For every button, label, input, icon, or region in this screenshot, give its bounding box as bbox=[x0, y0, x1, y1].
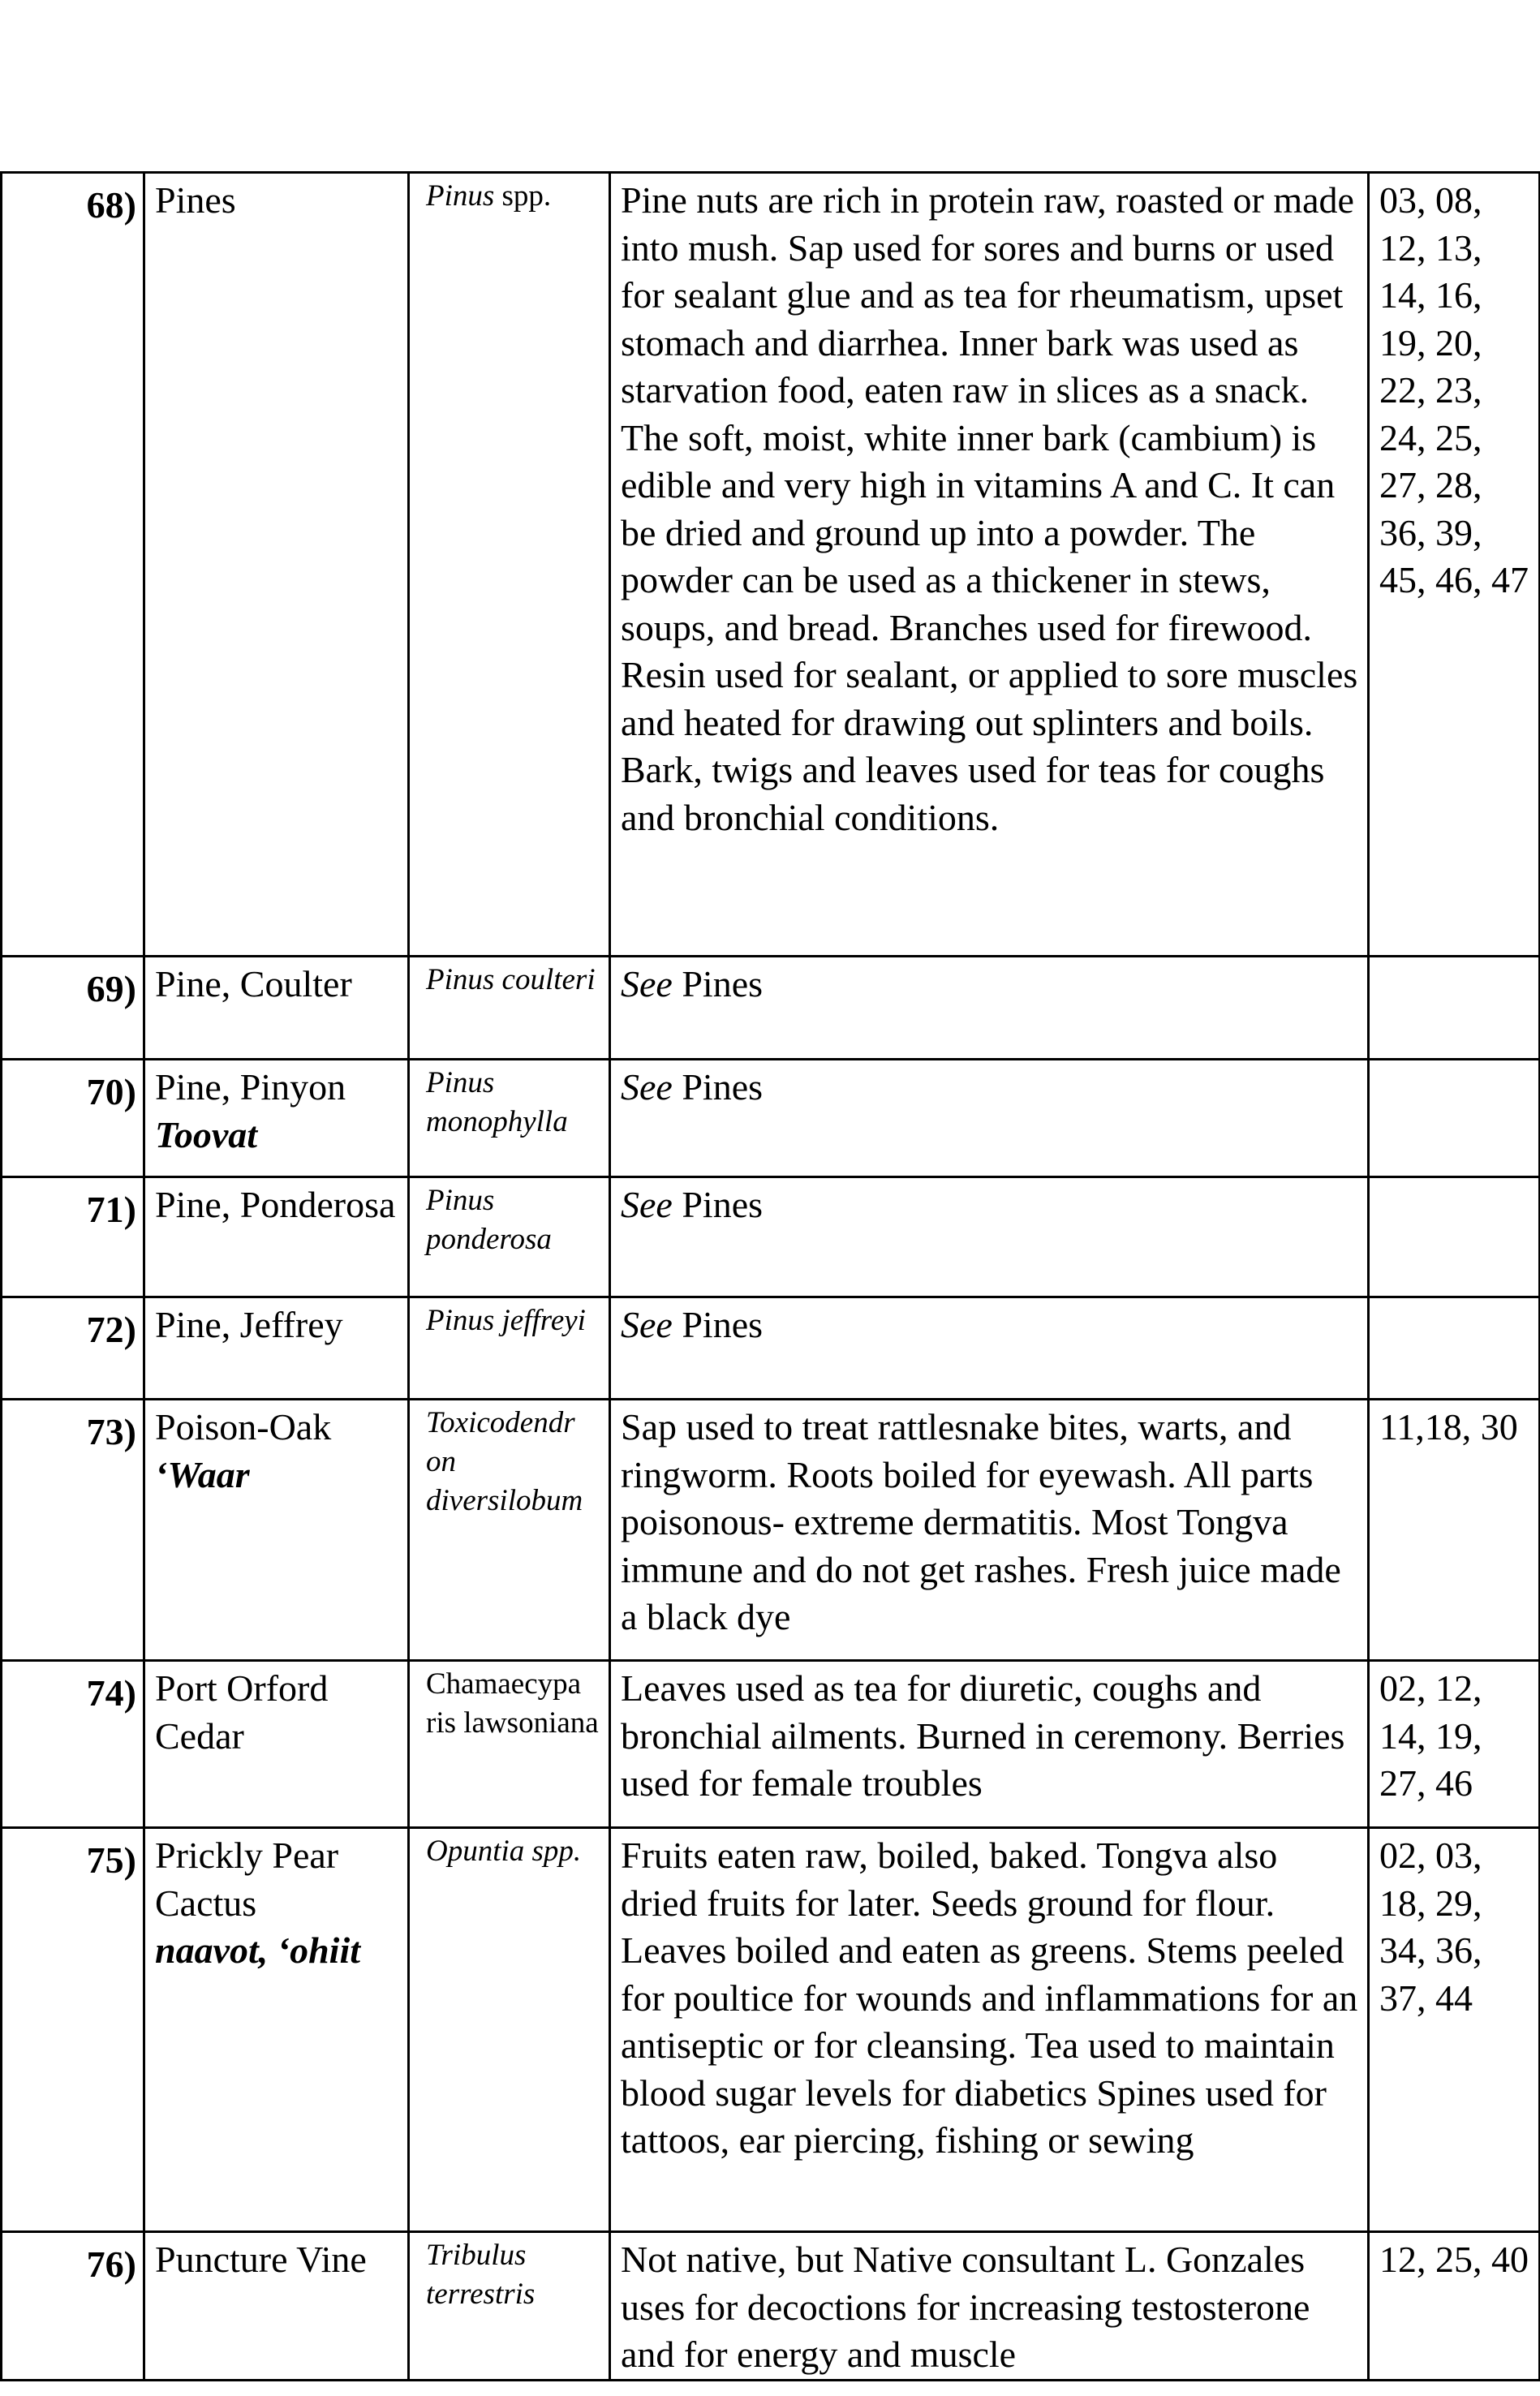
uses-cell bbox=[610, 1828, 1369, 2232]
entry-number: 74) bbox=[2, 1661, 144, 1828]
scientific-name-italic: Opuntia spp. bbox=[426, 1835, 582, 1868]
uses-text: Leaves used as tea for diuretic, coughs and bronchial ailments. Burned in ceremony. Berries used for female troubles bbox=[621, 1667, 1345, 1804]
common-name: Port Orford Cedar bbox=[155, 1667, 329, 1757]
uses-text: Pine nuts are rich in protein raw, roasted or made into mush. Sap used for sores and burns or used for sealant glue and as tea for rheumatism, upset stomach and diarrhea. Inner bark was used as starvation food, eaten raw in slices as a snack. The soft, moist, white inner bark (cambium) is edible and very high in vitamins A and C. It can be dried and ground up into a powder. The powder can be used as a thickener in stews, soups, and bread. Branches used for firewood. Resin used for sealant, or applied to sore muscles and heated for drawing out splinters and boils. Bark, twigs and leaves used for teas for coughs and bronchial conditions. bbox=[621, 179, 1358, 838]
table-row bbox=[2, 1060, 1540, 1177]
scientific-name-italic: Pinus jeffreyi bbox=[426, 1304, 586, 1337]
entry-number: 73) bbox=[2, 1400, 144, 1661]
uses-cell bbox=[610, 1661, 1369, 1828]
entry-number: 70) bbox=[2, 1060, 144, 1177]
common-name-cell bbox=[144, 1177, 409, 1297]
scientific-name-italic: Pinus monophylla bbox=[426, 1066, 568, 1138]
uses-cell bbox=[610, 1297, 1369, 1400]
table-row bbox=[2, 957, 1540, 1060]
references: 03, 08, 12, 13, 14, 16, 19, 20, 22, 23, 24, 25, 27, 28, 36, 39, 45, 46, 47 bbox=[1379, 179, 1529, 600]
table-row bbox=[2, 2232, 1540, 2381]
common-name: Puncture Vine bbox=[155, 2239, 367, 2280]
entry-number: 71) bbox=[2, 1177, 144, 1297]
common-name-cell bbox=[144, 1060, 409, 1177]
references-cell bbox=[1369, 173, 1540, 957]
table-row bbox=[2, 1400, 1540, 1661]
common-name: Pine, Coulter bbox=[155, 963, 352, 1004]
common-name-cell bbox=[144, 1661, 409, 1828]
scientific-name-italic: Toxicodendr on diversilobum bbox=[426, 1406, 583, 1517]
references-cell bbox=[1369, 2232, 1540, 2381]
table-row bbox=[2, 1297, 1540, 1400]
scientific-name-cell bbox=[409, 173, 610, 957]
uses-text: Pines bbox=[672, 1066, 764, 1108]
entry-number: 69) bbox=[2, 957, 144, 1060]
uses-cell bbox=[610, 2232, 1369, 2381]
scientific-name-italic: Pinus ponderosa bbox=[426, 1184, 552, 1256]
uses-text: Not native, but Native consultant L. Gonzales uses for decoctions for increasing testosterone and for energy and muscle bbox=[621, 2239, 1310, 2375]
references: 11,18, 30 bbox=[1379, 1406, 1518, 1447]
uses-text: Sap used to treat rattlesnake bites, warts, and ringworm. Roots boiled for eyewash. All parts poisonous- extreme dermatitis. Most Tongva immune and do not get rashes. Fresh juice made a black dye bbox=[621, 1406, 1341, 1637]
common-name: Pines bbox=[155, 179, 236, 221]
uses-text: Fruits eaten raw, boiled, baked. Tongva also dried fruits for later. Seeds ground for flour. Leaves boiled and eaten as greens. Stems peeled for poultice for wounds and inflammations for an antiseptic or for cleansing. Tea used to maintain blood sugar levels for diabetics Spines used for tattoos, ear piercing, fishing or sewing bbox=[621, 1835, 1358, 2161]
scientific-name-cell bbox=[409, 1661, 610, 1828]
scientific-name-cell bbox=[409, 2232, 610, 2381]
entry-number: 72) bbox=[2, 1297, 144, 1400]
scientific-name-cell bbox=[409, 1060, 610, 1177]
tongva-name: ‘Waar bbox=[155, 1453, 250, 1495]
uses-cell bbox=[610, 957, 1369, 1060]
uses-cell bbox=[610, 1060, 1369, 1177]
references-cell bbox=[1369, 1177, 1540, 1297]
uses-cell bbox=[610, 173, 1369, 957]
common-name: Pine, Jeffrey bbox=[155, 1304, 343, 1345]
uses-text: Pines bbox=[672, 963, 764, 1004]
uses-cell bbox=[610, 1177, 1369, 1297]
common-name-cell bbox=[144, 1828, 409, 2232]
references-cell bbox=[1369, 1400, 1540, 1661]
common-name: Prickly Pear Cactus bbox=[155, 1835, 339, 1924]
common-name-cell bbox=[144, 1400, 409, 1661]
scientific-name-cell bbox=[409, 1297, 610, 1400]
table-row bbox=[2, 173, 1540, 957]
tongva-name: naavot, ‘ohiit bbox=[155, 1929, 361, 1971]
see-reference: See bbox=[621, 963, 673, 1004]
tongva-name: Toovat bbox=[155, 1113, 258, 1155]
references-cell bbox=[1369, 1828, 1540, 2232]
scientific-name-italic: Tribulus terrestris bbox=[426, 2239, 536, 2311]
common-name-cell bbox=[144, 173, 409, 957]
uses-text: Pines bbox=[672, 1184, 764, 1225]
references: 02, 12, 14, 19, 27, 46 bbox=[1379, 1667, 1482, 1804]
scientific-name-cell bbox=[409, 957, 610, 1060]
references-cell bbox=[1369, 957, 1540, 1060]
see-reference: See bbox=[621, 1066, 673, 1108]
entry-number: 68) bbox=[2, 173, 144, 957]
table-row bbox=[2, 1177, 1540, 1297]
see-reference: See bbox=[621, 1304, 673, 1345]
references-cell bbox=[1369, 1297, 1540, 1400]
scientific-name-roman: spp. bbox=[494, 179, 552, 213]
entry-number: 76) bbox=[2, 2232, 144, 2381]
scientific-name-cell bbox=[409, 1177, 610, 1297]
scientific-name-roman: Chamaecypa ris lawsoniana bbox=[426, 1667, 599, 1740]
common-name: Pine, Ponderosa bbox=[155, 1184, 396, 1225]
table-row bbox=[2, 1661, 1540, 1828]
entry-number: 75) bbox=[2, 1828, 144, 2232]
scientific-name-cell bbox=[409, 1828, 610, 2232]
scientific-name-italic: Pinus bbox=[426, 179, 495, 213]
references: 02, 03, 18, 29, 34, 36, 37, 44 bbox=[1379, 1835, 1482, 2019]
scientific-name-italic: Pinus coulteri bbox=[426, 963, 596, 996]
common-name-cell bbox=[144, 2232, 409, 2381]
uses-cell bbox=[610, 1400, 1369, 1661]
references-cell bbox=[1369, 1661, 1540, 1828]
common-name-cell bbox=[144, 1297, 409, 1400]
scientific-name-cell bbox=[409, 1400, 610, 1661]
common-name: Poison-Oak bbox=[155, 1406, 332, 1447]
common-name: Pine, Pinyon bbox=[155, 1066, 346, 1108]
common-name-cell bbox=[144, 957, 409, 1060]
references: 12, 25, 40 bbox=[1379, 2239, 1529, 2280]
uses-text: Pines bbox=[672, 1304, 764, 1345]
plant-table bbox=[0, 171, 1540, 2381]
see-reference: See bbox=[621, 1184, 673, 1225]
table-row bbox=[2, 1828, 1540, 2232]
references-cell bbox=[1369, 1060, 1540, 1177]
